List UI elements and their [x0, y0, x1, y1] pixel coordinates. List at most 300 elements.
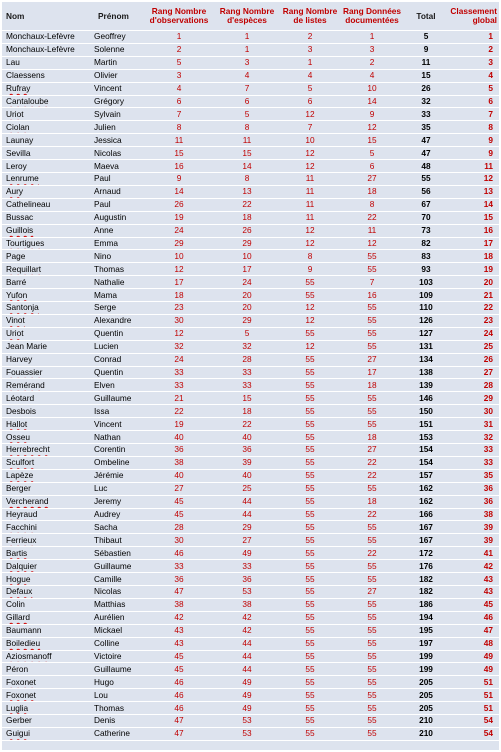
- cell-rang-documentees[interactable]: 22: [340, 211, 404, 224]
- cell-total[interactable]: 48: [404, 160, 448, 173]
- cell-rang-observations[interactable]: 10: [144, 250, 214, 263]
- cell-rang-documentees[interactable]: 11: [340, 224, 404, 237]
- cell-prenom[interactable]: Quentin: [94, 327, 144, 340]
- cell-rang-listes[interactable]: 12: [280, 314, 340, 327]
- cell-classement[interactable]: 27: [448, 366, 499, 379]
- cell-rang-especes[interactable]: 39: [214, 456, 280, 469]
- cell-total[interactable]: 56: [404, 185, 448, 198]
- cell-rang-documentees[interactable]: 17: [340, 366, 404, 379]
- cell-rang-especes[interactable]: 4: [214, 69, 280, 82]
- cell-rang-especes[interactable]: 42: [214, 611, 280, 624]
- cell-nom[interactable]: [2, 82, 94, 95]
- cell-rang-listes[interactable]: 55: [280, 495, 340, 508]
- cell-nom[interactable]: [2, 198, 94, 211]
- cell-total[interactable]: 47: [404, 147, 448, 160]
- cell-prenom[interactable]: Alexandre: [94, 314, 144, 327]
- cell-prenom[interactable]: Arnaud: [94, 185, 144, 198]
- cell-rang-documentees[interactable]: 55: [340, 250, 404, 263]
- cell-nom[interactable]: [2, 366, 94, 379]
- cell-classement[interactable]: 38: [448, 508, 499, 521]
- cell-classement[interactable]: 36: [448, 482, 499, 495]
- cell-rang-observations[interactable]: 46: [144, 676, 214, 689]
- cell-rang-observations[interactable]: 27: [144, 482, 214, 495]
- cell-total[interactable]: 154: [404, 444, 448, 457]
- cell-rang-observations[interactable]: 47: [144, 715, 214, 728]
- cell-nom[interactable]: [2, 534, 94, 547]
- cell-rang-documentees[interactable]: 6: [340, 160, 404, 173]
- cell-prenom[interactable]: Jessica: [94, 134, 144, 147]
- cell-rang-observations[interactable]: 26: [144, 198, 214, 211]
- cell-rang-especes[interactable]: 53: [214, 585, 280, 598]
- cell-total[interactable]: 205: [404, 702, 448, 715]
- cell-total[interactable]: 162: [404, 482, 448, 495]
- cell-nom[interactable]: [2, 495, 94, 508]
- cell-rang-documentees[interactable]: 55: [340, 650, 404, 663]
- cell-total[interactable]: 205: [404, 676, 448, 689]
- cell-prenom[interactable]: Colline: [94, 637, 144, 650]
- cell-rang-listes[interactable]: 55: [280, 289, 340, 302]
- cell-rang-observations[interactable]: 47: [144, 727, 214, 740]
- cell-classement[interactable]: 39: [448, 521, 499, 534]
- cell-rang-documentees[interactable]: 55: [340, 624, 404, 637]
- cell-rang-documentees[interactable]: 55: [340, 534, 404, 547]
- cell-classement[interactable]: 21: [448, 289, 499, 302]
- cell-classement[interactable]: 36: [448, 495, 499, 508]
- cell-nom[interactable]: [2, 379, 94, 392]
- cell-rang-documentees[interactable]: 22: [340, 456, 404, 469]
- cell-rang-observations[interactable]: 45: [144, 663, 214, 676]
- cell-total[interactable]: 131: [404, 340, 448, 353]
- cell-total[interactable]: 126: [404, 314, 448, 327]
- cell-classement[interactable]: 48: [448, 637, 499, 650]
- cell-rang-listes[interactable]: 3: [280, 43, 340, 56]
- cell-nom[interactable]: [2, 134, 94, 147]
- cell-classement[interactable]: 45: [448, 598, 499, 611]
- cell-rang-observations[interactable]: 43: [144, 637, 214, 650]
- cell-total[interactable]: 55: [404, 172, 448, 185]
- cell-rang-observations[interactable]: 24: [144, 353, 214, 366]
- cell-rang-listes[interactable]: 11: [280, 185, 340, 198]
- cell-rang-documentees[interactable]: 15: [340, 134, 404, 147]
- cell-classement[interactable]: 24: [448, 327, 499, 340]
- cell-rang-listes[interactable]: 55: [280, 624, 340, 637]
- cell-total[interactable]: 166: [404, 508, 448, 521]
- cell-rang-documentees[interactable]: 18: [340, 379, 404, 392]
- cell-prenom[interactable]: Conrad: [94, 353, 144, 366]
- cell-total[interactable]: 195: [404, 624, 448, 637]
- cell-nom[interactable]: [2, 172, 94, 185]
- cell-classement[interactable]: 18: [448, 250, 499, 263]
- cell-nom[interactable]: [2, 185, 94, 198]
- cell-rang-especes[interactable]: 11: [214, 134, 280, 147]
- cell-rang-documentees[interactable]: 55: [340, 302, 404, 315]
- cell-nom[interactable]: [2, 456, 94, 469]
- cell-rang-documentees[interactable]: 3: [340, 43, 404, 56]
- cell-total[interactable]: 194: [404, 611, 448, 624]
- cell-total[interactable]: 47: [404, 134, 448, 147]
- cell-rang-documentees[interactable]: 22: [340, 469, 404, 482]
- cell-nom[interactable]: [2, 521, 94, 534]
- cell-rang-observations[interactable]: 19: [144, 418, 214, 431]
- cell-rang-observations[interactable]: 38: [144, 598, 214, 611]
- cell-rang-documentees[interactable]: 55: [340, 573, 404, 586]
- cell-rang-documentees[interactable]: 55: [340, 327, 404, 340]
- cell-nom[interactable]: [2, 650, 94, 663]
- cell-prenom[interactable]: Olivier: [94, 69, 144, 82]
- cell-prenom[interactable]: Paul: [94, 172, 144, 185]
- cell-prenom[interactable]: Nino: [94, 250, 144, 263]
- cell-rang-listes[interactable]: 55: [280, 444, 340, 457]
- cell-nom[interactable]: [2, 585, 94, 598]
- cell-total[interactable]: 210: [404, 727, 448, 740]
- cell-rang-especes[interactable]: 33: [214, 560, 280, 573]
- cell-prenom[interactable]: Solenne: [94, 43, 144, 56]
- cell-rang-especes[interactable]: 20: [214, 289, 280, 302]
- cell-nom[interactable]: [2, 276, 94, 289]
- cell-rang-listes[interactable]: 55: [280, 560, 340, 573]
- cell-rang-documentees[interactable]: 55: [340, 663, 404, 676]
- cell-rang-observations[interactable]: 18: [144, 289, 214, 302]
- cell-rang-listes[interactable]: 55: [280, 379, 340, 392]
- cell-prenom[interactable]: Denis: [94, 715, 144, 728]
- cell-rang-especes[interactable]: 29: [214, 314, 280, 327]
- cell-nom[interactable]: [2, 624, 94, 637]
- cell-rang-observations[interactable]: 1: [144, 31, 214, 44]
- cell-rang-documentees[interactable]: 4: [340, 69, 404, 82]
- cell-rang-especes[interactable]: 36: [214, 573, 280, 586]
- cell-prenom[interactable]: Lou: [94, 689, 144, 702]
- cell-rang-documentees[interactable]: 55: [340, 560, 404, 573]
- cell-total[interactable]: 205: [404, 689, 448, 702]
- cell-rang-listes[interactable]: 4: [280, 69, 340, 82]
- cell-prenom[interactable]: Sylvain: [94, 108, 144, 121]
- cell-rang-observations[interactable]: 9: [144, 172, 214, 185]
- cell-total[interactable]: 151: [404, 418, 448, 431]
- cell-rang-documentees[interactable]: 55: [340, 392, 404, 405]
- cell-classement[interactable]: 19: [448, 263, 499, 276]
- header-rang-listes[interactable]: Rang Nombre de listes: [280, 2, 340, 31]
- cell-classement[interactable]: 13: [448, 185, 499, 198]
- cell-rang-especes[interactable]: 44: [214, 663, 280, 676]
- cell-total[interactable]: 33: [404, 108, 448, 121]
- cell-nom[interactable]: [2, 263, 94, 276]
- cell-total[interactable]: 138: [404, 366, 448, 379]
- cell-rang-especes[interactable]: 8: [214, 121, 280, 134]
- cell-prenom[interactable]: Hugo: [94, 676, 144, 689]
- cell-prenom[interactable]: Sébastien: [94, 547, 144, 560]
- cell-classement[interactable]: 11: [448, 160, 499, 173]
- cell-rang-listes[interactable]: 5: [280, 82, 340, 95]
- cell-prenom[interactable]: Paul: [94, 198, 144, 211]
- cell-rang-documentees[interactable]: 12: [340, 237, 404, 250]
- cell-rang-listes[interactable]: 55: [280, 689, 340, 702]
- cell-prenom[interactable]: Luc: [94, 482, 144, 495]
- cell-classement[interactable]: 6: [448, 95, 499, 108]
- cell-rang-listes[interactable]: 55: [280, 456, 340, 469]
- cell-classement[interactable]: 32: [448, 431, 499, 444]
- cell-rang-especes[interactable]: 1: [214, 43, 280, 56]
- cell-rang-observations[interactable]: 42: [144, 611, 214, 624]
- cell-rang-especes[interactable]: 22: [214, 198, 280, 211]
- cell-total[interactable]: 150: [404, 405, 448, 418]
- cell-classement[interactable]: 16: [448, 224, 499, 237]
- cell-total[interactable]: 127: [404, 327, 448, 340]
- cell-classement[interactable]: 26: [448, 353, 499, 366]
- cell-total[interactable]: 182: [404, 585, 448, 598]
- cell-prenom[interactable]: Augustin: [94, 211, 144, 224]
- cell-rang-especes[interactable]: 29: [214, 521, 280, 534]
- cell-classement[interactable]: 1: [448, 31, 499, 44]
- cell-total[interactable]: 186: [404, 598, 448, 611]
- cell-rang-documentees[interactable]: 5: [340, 147, 404, 160]
- cell-rang-documentees[interactable]: 2: [340, 56, 404, 69]
- cell-rang-especes[interactable]: 40: [214, 431, 280, 444]
- cell-prenom[interactable]: Elven: [94, 379, 144, 392]
- cell-rang-especes[interactable]: 38: [214, 598, 280, 611]
- cell-rang-especes[interactable]: 6: [214, 95, 280, 108]
- cell-nom[interactable]: [2, 611, 94, 624]
- cell-rang-documentees[interactable]: 55: [340, 676, 404, 689]
- cell-prenom[interactable]: Audrey: [94, 508, 144, 521]
- cell-rang-listes[interactable]: 12: [280, 108, 340, 121]
- cell-rang-observations[interactable]: 33: [144, 379, 214, 392]
- cell-rang-especes[interactable]: 49: [214, 689, 280, 702]
- cell-rang-documentees[interactable]: 55: [340, 611, 404, 624]
- cell-prenom[interactable]: Mickael: [94, 624, 144, 637]
- cell-rang-especes[interactable]: 5: [214, 327, 280, 340]
- cell-rang-observations[interactable]: 33: [144, 560, 214, 573]
- cell-rang-listes[interactable]: 55: [280, 469, 340, 482]
- cell-classement[interactable]: 49: [448, 663, 499, 676]
- cell-rang-listes[interactable]: 55: [280, 715, 340, 728]
- cell-classement[interactable]: 51: [448, 676, 499, 689]
- cell-rang-observations[interactable]: 33: [144, 366, 214, 379]
- cell-rang-observations[interactable]: 21: [144, 392, 214, 405]
- cell-nom[interactable]: [2, 147, 94, 160]
- cell-classement[interactable]: 51: [448, 702, 499, 715]
- cell-rang-especes[interactable]: 42: [214, 624, 280, 637]
- cell-prenom[interactable]: Vincent: [94, 82, 144, 95]
- cell-classement[interactable]: 2: [448, 43, 499, 56]
- cell-rang-listes[interactable]: 55: [280, 637, 340, 650]
- cell-rang-documentees[interactable]: 55: [340, 482, 404, 495]
- cell-rang-listes[interactable]: 12: [280, 160, 340, 173]
- cell-prenom[interactable]: Victoire: [94, 650, 144, 663]
- cell-rang-documentees[interactable]: 18: [340, 431, 404, 444]
- cell-rang-listes[interactable]: 55: [280, 276, 340, 289]
- cell-rang-especes[interactable]: 27: [214, 534, 280, 547]
- cell-nom[interactable]: [2, 108, 94, 121]
- cell-prenom[interactable]: Aurélien: [94, 611, 144, 624]
- header-rang-especes[interactable]: Rang Nombre d'espèces: [214, 2, 280, 31]
- cell-nom[interactable]: [2, 237, 94, 250]
- cell-prenom[interactable]: Martin: [94, 56, 144, 69]
- cell-total[interactable]: 134: [404, 353, 448, 366]
- cell-rang-observations[interactable]: 46: [144, 689, 214, 702]
- cell-rang-listes[interactable]: 55: [280, 521, 340, 534]
- cell-nom[interactable]: [2, 353, 94, 366]
- cell-prenom[interactable]: Nathalie: [94, 276, 144, 289]
- cell-rang-observations[interactable]: 23: [144, 302, 214, 315]
- cell-rang-especes[interactable]: 20: [214, 302, 280, 315]
- cell-prenom[interactable]: Lucien: [94, 340, 144, 353]
- cell-nom[interactable]: [2, 340, 94, 353]
- cell-rang-observations[interactable]: 11: [144, 134, 214, 147]
- cell-rang-documentees[interactable]: 27: [340, 585, 404, 598]
- cell-rang-especes[interactable]: 7: [214, 82, 280, 95]
- cell-classement[interactable]: 35: [448, 469, 499, 482]
- cell-prenom[interactable]: Serge: [94, 302, 144, 315]
- cell-rang-listes[interactable]: 10: [280, 134, 340, 147]
- cell-classement[interactable]: 51: [448, 689, 499, 702]
- cell-nom[interactable]: [2, 302, 94, 315]
- cell-total[interactable]: 103: [404, 276, 448, 289]
- cell-prenom[interactable]: Thomas: [94, 702, 144, 715]
- cell-rang-observations[interactable]: 45: [144, 650, 214, 663]
- cell-rang-especes[interactable]: 14: [214, 160, 280, 173]
- cell-rang-observations[interactable]: 3: [144, 69, 214, 82]
- cell-rang-documentees[interactable]: 55: [340, 340, 404, 353]
- cell-rang-observations[interactable]: 45: [144, 508, 214, 521]
- cell-classement[interactable]: 31: [448, 418, 499, 431]
- cell-rang-documentees[interactable]: 27: [340, 172, 404, 185]
- cell-classement[interactable]: 7: [448, 108, 499, 121]
- cell-classement[interactable]: 47: [448, 624, 499, 637]
- cell-total[interactable]: 70: [404, 211, 448, 224]
- cell-rang-observations[interactable]: 46: [144, 702, 214, 715]
- cell-rang-documentees[interactable]: 18: [340, 185, 404, 198]
- cell-nom[interactable]: [2, 702, 94, 715]
- cell-nom[interactable]: [2, 444, 94, 457]
- cell-prenom[interactable]: Guillaume: [94, 392, 144, 405]
- cell-nom[interactable]: [2, 547, 94, 560]
- cell-prenom[interactable]: Geoffrey: [94, 31, 144, 44]
- cell-classement[interactable]: 28: [448, 379, 499, 392]
- cell-rang-observations[interactable]: 36: [144, 444, 214, 457]
- cell-rang-especes[interactable]: 49: [214, 676, 280, 689]
- cell-rang-documentees[interactable]: 27: [340, 353, 404, 366]
- cell-classement[interactable]: 9: [448, 134, 499, 147]
- cell-total[interactable]: 26: [404, 82, 448, 95]
- cell-total[interactable]: 182: [404, 573, 448, 586]
- cell-nom[interactable]: [2, 250, 94, 263]
- cell-rang-documentees[interactable]: 7: [340, 276, 404, 289]
- cell-classement[interactable]: 29: [448, 392, 499, 405]
- cell-nom[interactable]: [2, 405, 94, 418]
- cell-classement[interactable]: 14: [448, 198, 499, 211]
- cell-rang-especes[interactable]: 1: [214, 31, 280, 44]
- cell-rang-listes[interactable]: 55: [280, 482, 340, 495]
- cell-rang-observations[interactable]: 43: [144, 624, 214, 637]
- cell-rang-especes[interactable]: 44: [214, 650, 280, 663]
- cell-rang-observations[interactable]: 16: [144, 160, 214, 173]
- cell-total[interactable]: 9: [404, 43, 448, 56]
- cell-rang-observations[interactable]: 17: [144, 276, 214, 289]
- cell-rang-listes[interactable]: 7: [280, 121, 340, 134]
- cell-nom[interactable]: [2, 689, 94, 702]
- cell-prenom[interactable]: Sacha: [94, 521, 144, 534]
- cell-prenom[interactable]: Thomas: [94, 263, 144, 276]
- cell-rang-especes[interactable]: 53: [214, 715, 280, 728]
- cell-rang-listes[interactable]: 11: [280, 198, 340, 211]
- cell-nom[interactable]: [2, 573, 94, 586]
- cell-rang-documentees[interactable]: 10: [340, 82, 404, 95]
- cell-classement[interactable]: 33: [448, 456, 499, 469]
- cell-rang-especes[interactable]: 17: [214, 263, 280, 276]
- header-prenom[interactable]: Prénom: [94, 2, 144, 31]
- cell-nom[interactable]: [2, 160, 94, 173]
- cell-nom[interactable]: [2, 676, 94, 689]
- cell-rang-listes[interactable]: 12: [280, 224, 340, 237]
- cell-rang-observations[interactable]: 32: [144, 340, 214, 353]
- cell-rang-listes[interactable]: 55: [280, 573, 340, 586]
- cell-nom[interactable]: [2, 95, 94, 108]
- cell-classement[interactable]: 9: [448, 147, 499, 160]
- cell-prenom[interactable]: Issa: [94, 405, 144, 418]
- cell-rang-documentees[interactable]: 12: [340, 121, 404, 134]
- cell-classement[interactable]: 12: [448, 172, 499, 185]
- cell-nom[interactable]: [2, 715, 94, 728]
- cell-rang-listes[interactable]: 55: [280, 353, 340, 366]
- cell-total[interactable]: 93: [404, 263, 448, 276]
- cell-nom[interactable]: [2, 431, 94, 444]
- cell-rang-especes[interactable]: 10: [214, 250, 280, 263]
- cell-rang-observations[interactable]: 46: [144, 547, 214, 560]
- cell-rang-documentees[interactable]: 22: [340, 508, 404, 521]
- cell-rang-listes[interactable]: 55: [280, 366, 340, 379]
- cell-nom[interactable]: [2, 121, 94, 134]
- cell-prenom[interactable]: Camille: [94, 573, 144, 586]
- cell-classement[interactable]: 46: [448, 611, 499, 624]
- cell-rang-listes[interactable]: 9: [280, 263, 340, 276]
- cell-rang-observations[interactable]: 4: [144, 82, 214, 95]
- cell-rang-listes[interactable]: 55: [280, 598, 340, 611]
- cell-total[interactable]: 83: [404, 250, 448, 263]
- cell-rang-documentees[interactable]: 55: [340, 405, 404, 418]
- cell-total[interactable]: 199: [404, 663, 448, 676]
- cell-total[interactable]: 11: [404, 56, 448, 69]
- cell-nom[interactable]: [2, 637, 94, 650]
- cell-prenom[interactable]: Jérémie: [94, 469, 144, 482]
- cell-rang-especes[interactable]: 49: [214, 702, 280, 715]
- cell-rang-especes[interactable]: 18: [214, 211, 280, 224]
- cell-rang-observations[interactable]: 40: [144, 469, 214, 482]
- cell-rang-listes[interactable]: 55: [280, 650, 340, 663]
- cell-nom[interactable]: [2, 482, 94, 495]
- cell-total[interactable]: 167: [404, 521, 448, 534]
- cell-total[interactable]: 199: [404, 650, 448, 663]
- cell-rang-observations[interactable]: 30: [144, 314, 214, 327]
- cell-total[interactable]: 210: [404, 715, 448, 728]
- cell-nom[interactable]: [2, 469, 94, 482]
- cell-rang-observations[interactable]: 14: [144, 185, 214, 198]
- cell-rang-listes[interactable]: 55: [280, 585, 340, 598]
- cell-nom[interactable]: [2, 508, 94, 521]
- cell-rang-documentees[interactable]: 55: [340, 598, 404, 611]
- header-classement[interactable]: Classement global: [448, 2, 499, 31]
- cell-prenom[interactable]: Anne: [94, 224, 144, 237]
- cell-rang-documentees[interactable]: 27: [340, 444, 404, 457]
- header-rang-documentees[interactable]: Rang Données documentées: [340, 2, 404, 31]
- cell-nom[interactable]: [2, 392, 94, 405]
- cell-total[interactable]: 197: [404, 637, 448, 650]
- cell-rang-documentees[interactable]: 55: [340, 689, 404, 702]
- cell-classement[interactable]: 43: [448, 573, 499, 586]
- cell-classement[interactable]: 43: [448, 585, 499, 598]
- cell-rang-observations[interactable]: 6: [144, 95, 214, 108]
- cell-rang-observations[interactable]: 7: [144, 108, 214, 121]
- cell-rang-especes[interactable]: 26: [214, 224, 280, 237]
